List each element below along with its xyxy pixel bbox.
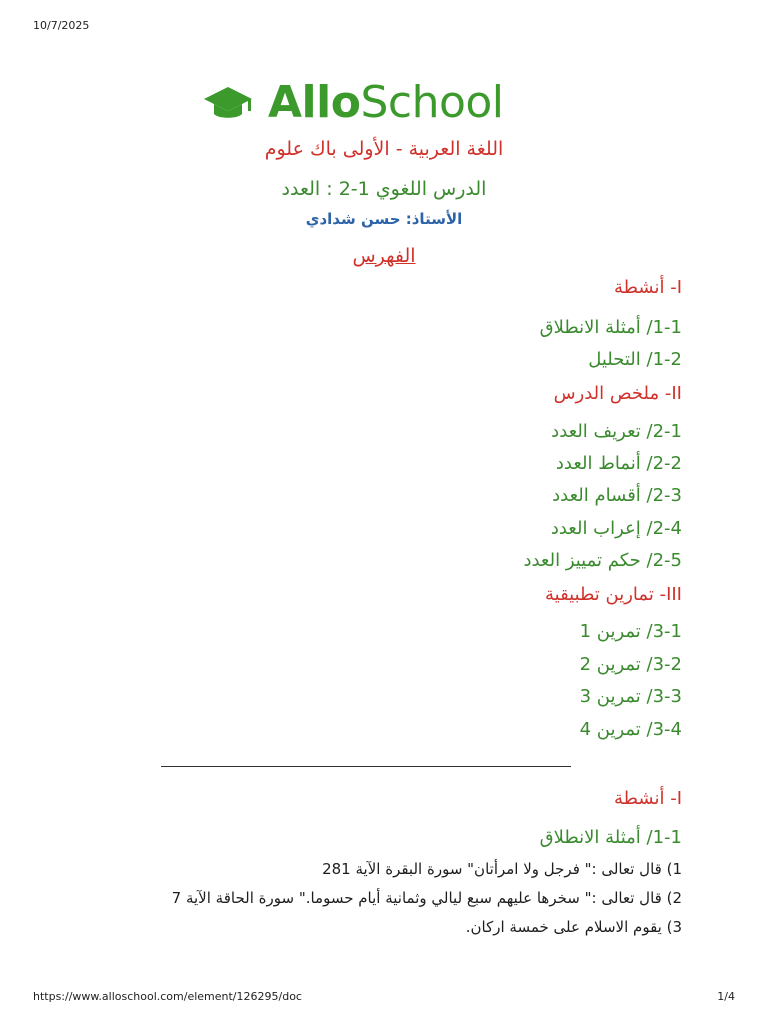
toc-item[interactable]: 3-1/ تمرين 1 <box>579 621 682 642</box>
toc-item[interactable]: 1-1/ أمثلة الانطلاق <box>539 317 682 338</box>
page-url: https://www.alloschool.com/element/126295/doc <box>33 990 302 1003</box>
graduation-cap-icon <box>202 83 254 123</box>
section-divider <box>161 766 571 767</box>
page-number: 1/4 <box>717 990 735 1003</box>
subject-title: اللغة العربية - الأولى باك علوم <box>264 138 504 160</box>
toc-item[interactable]: 3-2/ تمرين 2 <box>579 654 682 675</box>
toc-item[interactable]: 1-2/ التحليل <box>588 349 682 370</box>
toc-item[interactable]: I- أنشطة <box>613 277 682 298</box>
toc-item[interactable]: 2-4/ إعراب العدد <box>550 518 682 539</box>
subsection-title: 1-1/ أمثلة الانطلاق <box>539 827 682 848</box>
alloschool-logo <box>202 76 504 130</box>
section-title: I- أنشطة <box>613 788 682 809</box>
toc-item[interactable]: 3-3/ تمرين 3 <box>579 686 682 707</box>
print-date: 10/7/2025 <box>33 19 90 32</box>
toc-item[interactable]: 2-2/ أنماط العدد <box>555 453 682 474</box>
toc-item[interactable]: 2-5/ حكم تمييز العدد <box>523 550 682 571</box>
lesson-title: الدرس اللغوي 1-2 : العدد <box>281 178 487 200</box>
toc-item[interactable]: 3-4/ تمرين 4 <box>579 719 682 740</box>
toc-item[interactable]: 2-3/ أقسام العدد <box>552 485 682 506</box>
toc-item[interactable]: III- تمارين تطبيقية <box>544 584 682 605</box>
brand-name: AlloSchool <box>268 77 504 128</box>
example-line: 3) يقوم الاسلام على خمسة اركان. <box>465 918 682 936</box>
example-line: 1) قال تعالى :" فرجل ولا امرأتان" سورة البقرة الآية 281 <box>322 860 682 878</box>
toc-item[interactable]: 2-1/ تعريف العدد <box>551 421 682 442</box>
toc-heading: الفهرس <box>352 245 416 267</box>
teacher-name: الأستاذ: حسن شدادي <box>305 210 463 228</box>
toc-item[interactable]: II- ملخص الدرس <box>553 383 682 404</box>
example-line: 2) قال تعالى :" سخرها عليهم سبع ليالي وثمانية أيام حسوما." سورة الحاقة الآية 7 <box>171 889 682 907</box>
